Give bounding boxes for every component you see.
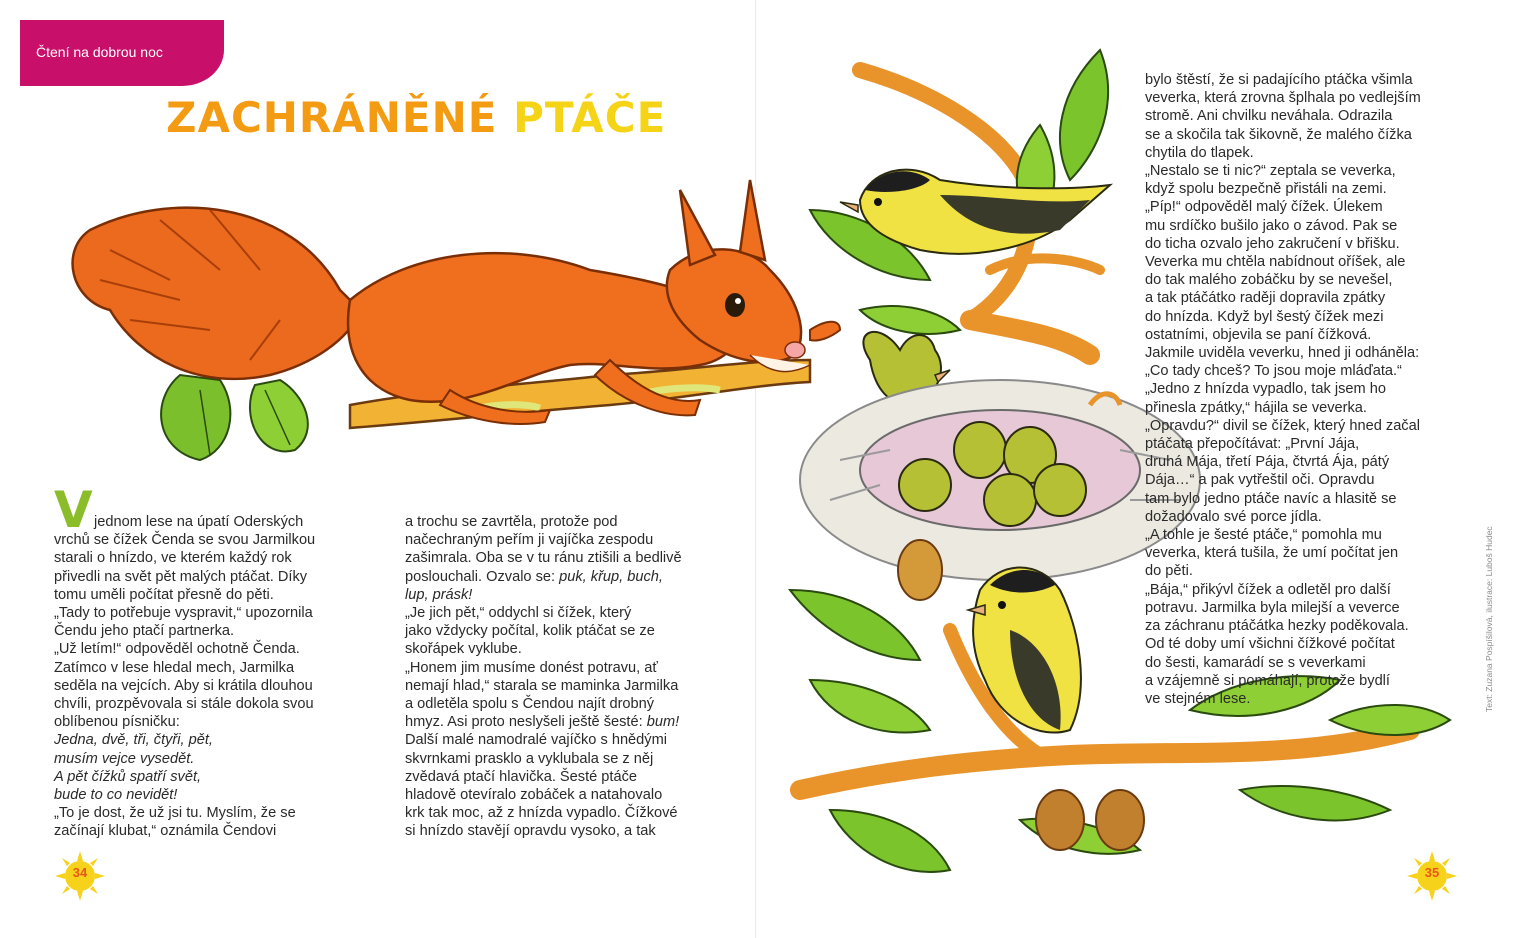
text-line — [405, 568, 682, 586]
title-part-yellow: PTÁČE — [513, 93, 667, 142]
text-line: oblíbenou písničku: — [54, 714, 180, 731]
song-line: musím vejce vysedět. — [54, 750, 195, 767]
text-line: do ticha ozvalo jeho zakručení v břišku. — [1145, 235, 1400, 252]
text-line: chytila do tlapek. — [1145, 144, 1254, 161]
text-line: mu srdíčko bušilo jako o závod. Pak se — [1145, 217, 1398, 234]
text-line: krk tak moc, až z hnízda vypadlo. Čížkové — [405, 805, 678, 822]
text-line: přinesla zpátky,“ hájila se veverka. — [1145, 399, 1367, 416]
text-line: ve stejném lese. — [1145, 690, 1251, 707]
text-line: tomu uměli počítat přesně do pěti. — [54, 586, 274, 603]
text-line: se a skočila tak šikovně, že malého čížka — [1145, 126, 1412, 143]
pine-cone — [1096, 790, 1144, 850]
text-line: Další malé namodralé vajíčko s hnědými — [405, 732, 667, 749]
text-line: když spolu bezpečně přistáli na zemi. — [1145, 181, 1387, 198]
text-line: jako vždycky počítal, kolik ptáčat se ze — [405, 623, 655, 640]
text-line: jednom lese na úpatí Oderských — [94, 514, 304, 530]
text-line: „Opravdu?“ divil se čížek, který hned začal — [1145, 417, 1420, 434]
text-line: a vzájemně si pomáhají, protože bydlí — [1145, 672, 1390, 689]
text-line: „Bája,“ přikývl čížek a odletěl pro další — [1145, 581, 1391, 598]
drop-cap: V — [54, 481, 93, 539]
text-line: do tak malého zobáčku by se nevešel, — [1145, 272, 1393, 289]
squirrel-tail — [73, 208, 360, 379]
text-line: „Jedno z hnízda vypadlo, tak jsem ho — [1145, 381, 1386, 398]
page-number-left — [54, 850, 106, 902]
section-label: Čtení na dobrou noc — [36, 44, 163, 60]
text-span: hmyz. Asi proto neslyšeli ještě šesté: — [405, 714, 647, 731]
text-line: ostatními, objevila se paní čížková. — [1145, 326, 1372, 343]
text-line: „Honem jim musíme donést potravu, ať — [405, 659, 658, 676]
pine-cone — [1036, 790, 1084, 850]
nest — [800, 380, 1200, 580]
text-line: skvrnkami prasklo a vyklubala se z něj — [405, 750, 654, 767]
sound-words: puk, křup, buch, — [559, 568, 663, 585]
credit-line: Text: Zuzana Pospíšilová, ilustrace: Luboš Hudec — [1484, 526, 1494, 712]
text-line: Zatímco v lese hledal mech, Jarmilka — [54, 659, 295, 676]
text-line: začínají klubat,“ oznámila Čendovi — [54, 823, 277, 840]
text-line: a trochu se zavrtěla, protože pod — [405, 514, 618, 530]
text-line: „Píp!“ odpověděl malý čížek. Úlekem — [1145, 199, 1383, 216]
text-line: Od té doby umí všichni čížkové počítat — [1145, 636, 1395, 653]
text-line: nemají hlad,“ starala se maminka Jarmilka — [405, 677, 679, 694]
song-line: A pět čížků spatří svět, — [54, 768, 202, 785]
text-line: dožadovalo své porce jídla. — [1145, 508, 1322, 525]
text-line: načechraným peřím ji vajíčka zespodu — [405, 532, 654, 549]
text-line: druhá Mája, třetí Pája, čtvrtá Ája, pátý — [1145, 454, 1390, 471]
sound-words: lup, prásk! — [405, 586, 473, 603]
text-line: do hnízda. Když byl šestý čížek mezi — [1145, 308, 1384, 325]
text-line: „To je dost, že už jsi tu. Myslím, že se — [54, 805, 296, 822]
text-line: Dája…“ a pak vytřeštil oči. Opravdu — [1145, 472, 1375, 489]
story-column-3 — [1145, 71, 1421, 708]
text-line: Jakmile uviděla veverku, hned ji odháněla: — [1145, 345, 1420, 362]
pine-cone-small — [898, 540, 942, 600]
text-line: bylo štěstí, že si padajícího ptáčka všimla — [1145, 72, 1413, 88]
text-line: veverka, která zrovna šplhala po vedlejším — [1145, 90, 1421, 107]
text-line: skořápek vyklube. — [405, 641, 522, 658]
story-column-2 — [405, 513, 682, 841]
text-line: seděla na vejcích. Aby si krátila dlouhou — [54, 677, 313, 694]
text-line: vrchů se čížek Čenda se svou Jarmilkou — [54, 532, 316, 549]
text-line: chvíli, prozpěvovala si stále dokola svou — [54, 696, 314, 713]
text-line — [405, 713, 682, 731]
oak-leaves — [161, 375, 308, 460]
text-line: „Už letím!“ odpověděl ochotně Čenda. — [54, 641, 300, 658]
text-line: tam bylo jedno ptáče navíc a hlasitě se — [1145, 490, 1397, 507]
text-line: do pěti. — [1145, 563, 1193, 580]
text-line: zašimrala. Oba se v tu ránu ztišili a bedlivě — [405, 550, 682, 567]
text-line: „Nestalo se ti nic?“ zeptala se veverka, — [1145, 163, 1396, 180]
page-number-right — [1406, 850, 1458, 902]
text-line: zvědavá ptačí hlavička. Šesté ptáče — [405, 768, 638, 785]
text-line: do šesti, kamarádí se s veverkami — [1145, 654, 1366, 671]
text-line: Čendu jeho ptačí partnerka. — [54, 623, 235, 640]
text-line: „A tohle je šesté ptáče,“ pomohla mu — [1145, 527, 1382, 544]
text-line: „Co tady chceš? To jsou moje mláďata.“ — [1145, 363, 1402, 380]
text-line: za záchranu ptáčátka hezky poděkovala. — [1145, 618, 1409, 635]
page-number-text: 35 — [1424, 865, 1440, 880]
text-line: potravu. Jarmilka byla milejší a veverce — [1145, 599, 1400, 616]
text-line: stromě. Ani chvilku neváhala. Odrazila — [1145, 108, 1393, 125]
text-span: poslouchali. Ozvalo se: — [405, 568, 560, 585]
text-line: veverka, která tušila, že umí počítat jen — [1145, 545, 1399, 562]
squirrel-illustration — [50, 160, 850, 490]
text-line: starali o hnízdo, ve kterém každý rok — [54, 550, 292, 567]
text-line: hladově otevíralo zobáček a natahovalo — [405, 787, 663, 804]
text-line: a tak ptáčátko raději dopravila zpátky — [1145, 290, 1386, 307]
text-line: „Je jich pět,“ oddychl si čížek, který — [405, 605, 632, 622]
song-line: Jedna, dvě, tři, čtyři, pět, — [54, 732, 213, 749]
page-number-text: 34 — [72, 865, 88, 880]
song-line: bude to co nevidět! — [54, 787, 178, 804]
story-column-1 — [54, 513, 315, 841]
text-line: ptáčata přepočítávat: „První Jája, — [1145, 436, 1360, 453]
sound-words: bum! — [646, 714, 680, 731]
story-title — [166, 92, 666, 144]
text-line: a odletěla spolu s Čendou najít drobný — [405, 696, 655, 713]
text-line: Veverka mu chtěla nabídnout oříšek, ale — [1145, 254, 1406, 271]
text-line: „Tady to potřebuje vyspravit,“ upozornila — [54, 605, 313, 622]
text-line: si hnízdo stavějí opravdu vysoko, a tak — [405, 823, 656, 840]
title-part-orange: ZACHRÁNĚNÉ — [166, 93, 498, 142]
text-line: přivedli na svět pět malých ptáčat. Díky — [54, 568, 308, 585]
